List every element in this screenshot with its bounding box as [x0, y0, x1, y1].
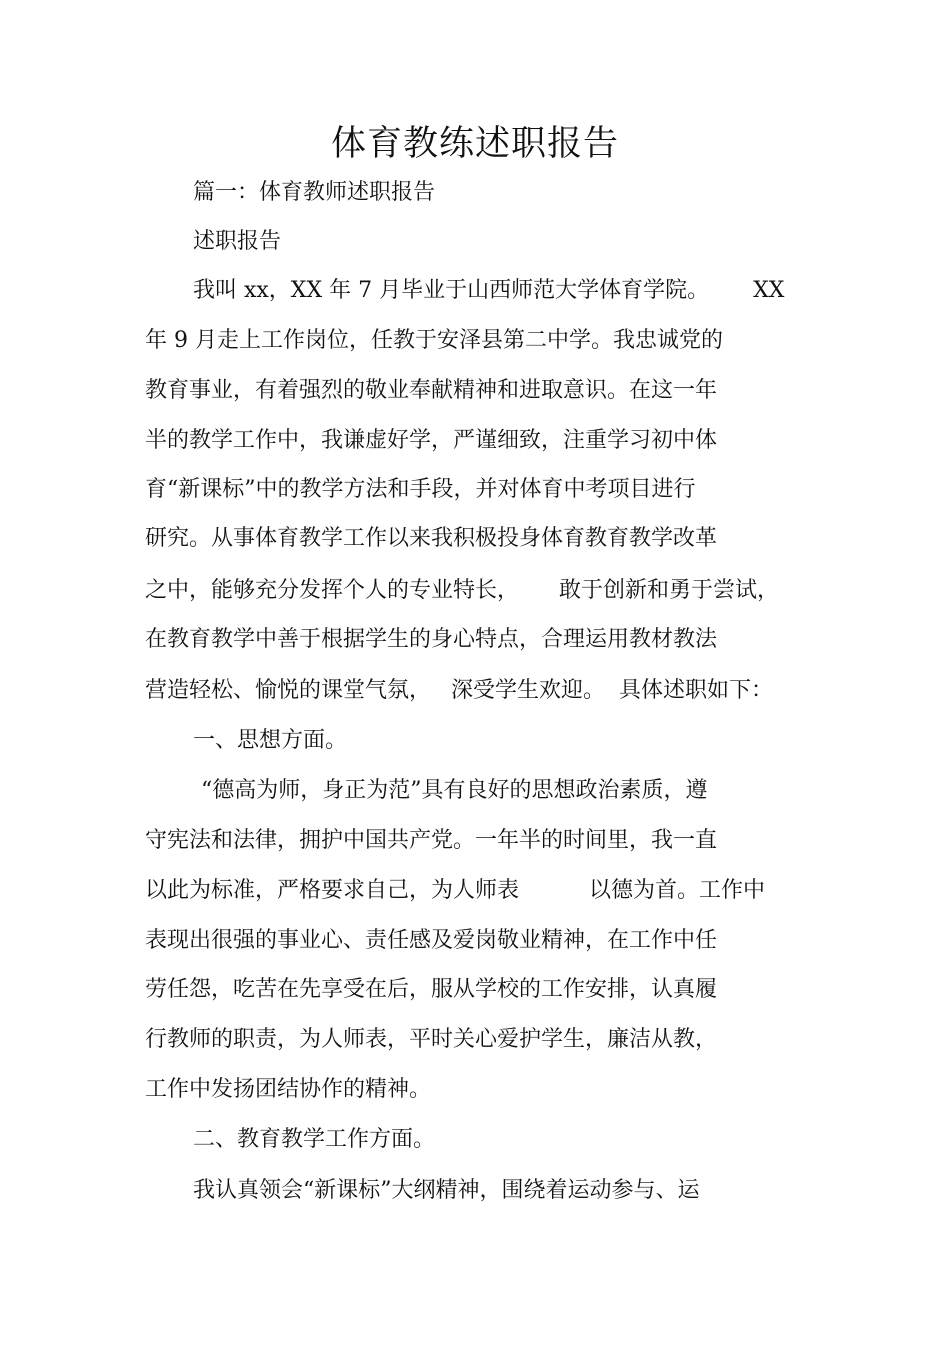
text-line: “德高为师，身正为范”具有良好的思想政治素质，遵: [201, 778, 708, 803]
text-line: 半的教学工作中，我谦虚好学，严谨细致，注重学习初中体: [145, 428, 718, 453]
text-line: 述职报告: [193, 229, 282, 254]
text-line: 研究。从事体育教学工作以来我积极投身体育教育教学改革: [145, 526, 718, 551]
text-segment: 我叫 xx，XX 年 7 月毕业于山西师范大学体育学院。: [193, 278, 710, 303]
text-segment: 敢于创新和勇于尝试，: [559, 578, 780, 603]
document-title: 体育教练述职报告: [330, 124, 619, 164]
section-heading: 一、思想方面。: [193, 728, 348, 753]
text-line: 劳任怨，吃苦在先享受在后，服从学校的工作安排，认真履: [145, 977, 718, 1002]
text-line: 育“新课标”中的教学方法和手段，并对体育中考项目进行: [145, 477, 696, 502]
text-line: 工作中发扬团结协作的精神。: [145, 1077, 432, 1102]
text-line: 在教育教学中善于根据学生的身心特点，合理运用教材教法: [145, 627, 718, 652]
text-segment: 具体述职如下：: [619, 678, 774, 703]
text-line: [145, 676, 773, 706]
text-line: 守宪法和法律，拥护中国共产党。一年半的时间里，我一直: [145, 828, 718, 853]
section-heading: 二、教育教学工作方面。: [193, 1127, 436, 1152]
text-segment: XX: [753, 278, 785, 303]
text-line: [193, 276, 784, 306]
text-line: 我认真领会“新课标”大纲精神，围绕着运动参与、运: [193, 1178, 700, 1203]
text-line: [145, 576, 779, 606]
text-segment: 营造轻松、愉悦的课堂气氛，: [145, 678, 432, 703]
text-line: 年 9 月走上工作岗位，任教于安泽县第二中学。我忠诚党的: [145, 328, 723, 353]
text-segment: 之中，能够充分发挥个人的专业特长，: [145, 578, 520, 603]
text-line: 篇一：体育教师述职报告: [193, 180, 436, 205]
text-segment: 深受学生欢迎。: [451, 678, 606, 703]
text-line: 行教师的职责，为人师表，平时关心爱护学生，廉洁从教，: [145, 1027, 718, 1052]
text-segment: 以此为标准，严格要求自己，为人师表: [145, 878, 520, 903]
text-line: 表现出很强的事业心、责任感及爱岗敬业精神，在工作中任: [145, 928, 718, 953]
text-line: [145, 876, 765, 906]
text-segment: 以德为首。工作中: [589, 878, 766, 903]
text-line: 教育事业，有着强烈的敬业奉献精神和进取意识。在这一年: [145, 378, 718, 403]
